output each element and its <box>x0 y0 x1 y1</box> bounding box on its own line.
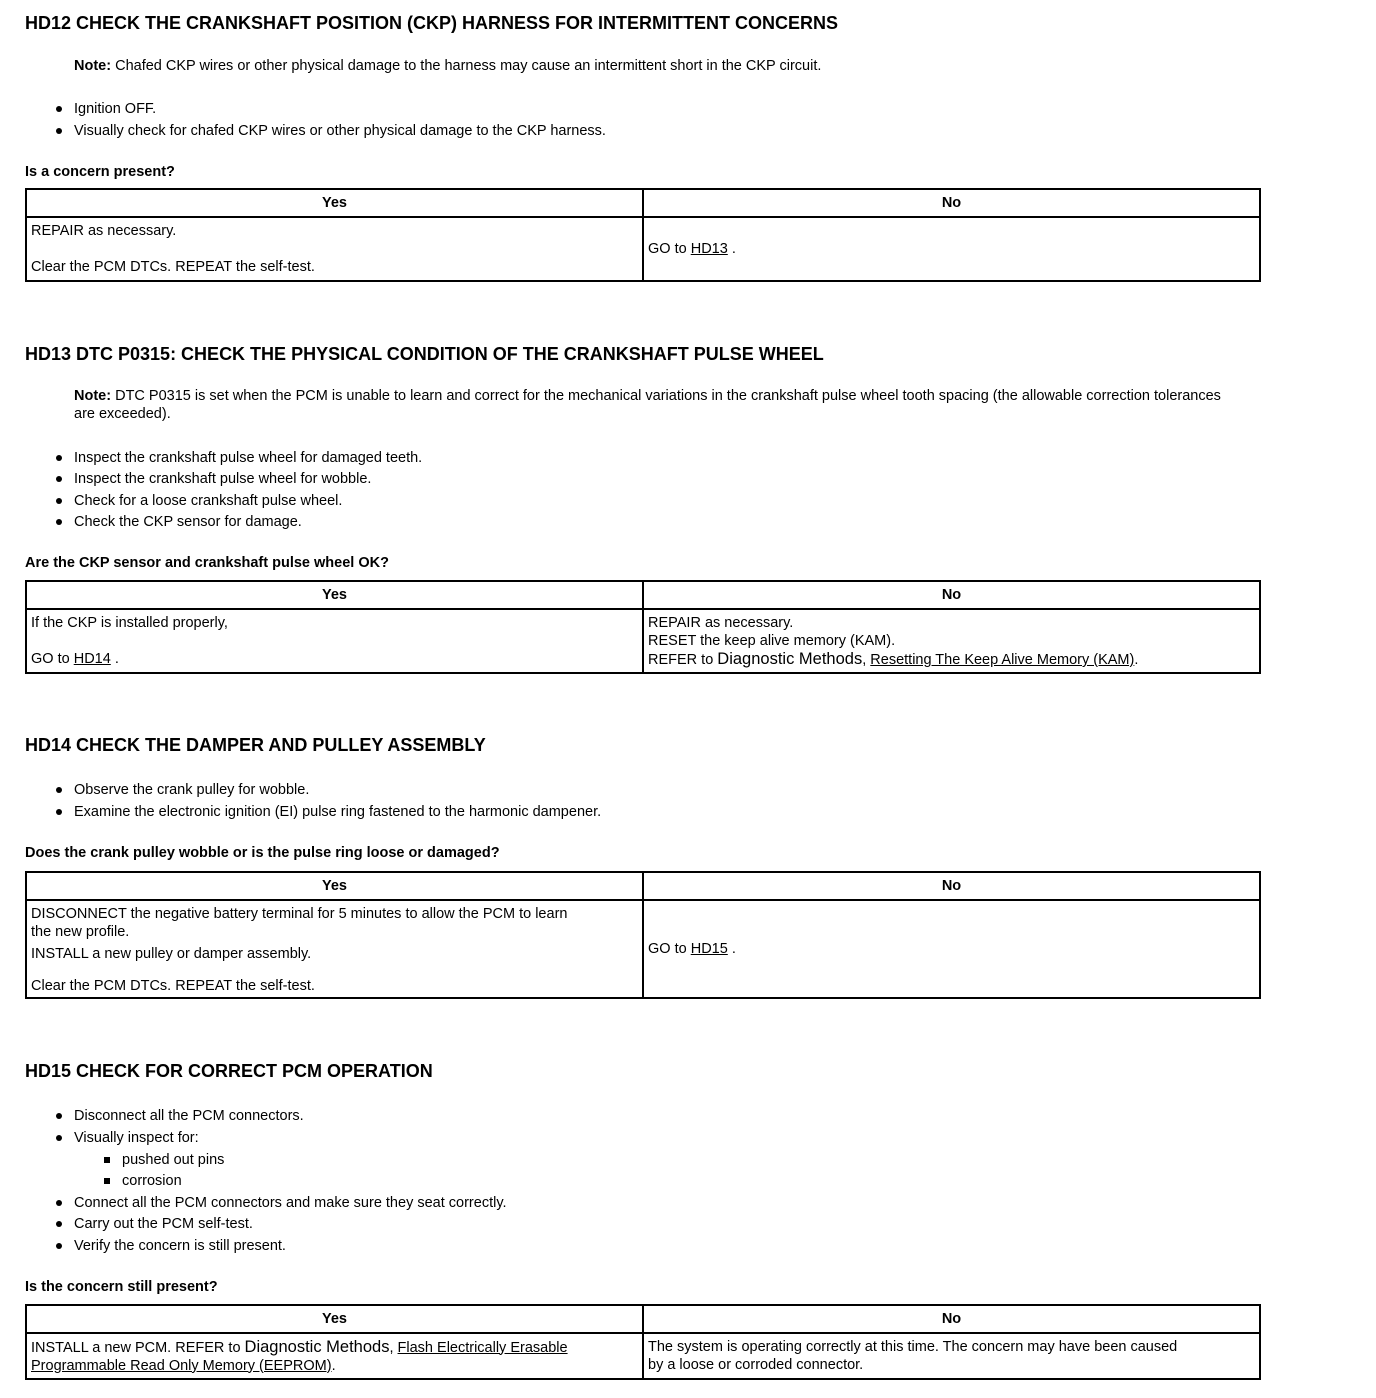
list-item: Examine the electronic ignition (EI) pulse ring fastened to the harmonic dampener. <box>74 804 602 820</box>
bullet-icon <box>56 1221 62 1227</box>
yes-header: Yes <box>26 872 643 900</box>
cell-text: by a loose or corroded connector. <box>648 1357 864 1373</box>
bullet-icon <box>56 519 62 525</box>
no-header: No <box>643 872 1260 900</box>
cell-text: If the CKP is installed properly, <box>31 615 228 631</box>
cell-text: GO to <box>648 941 691 957</box>
question: Is a concern present? <box>25 164 175 180</box>
link-hd14[interactable]: HD14 <box>73 651 111 667</box>
bullet-icon <box>56 1200 62 1206</box>
bullet-icon <box>56 1135 62 1141</box>
square-bullet-icon <box>104 1178 110 1184</box>
cell-text: . <box>727 241 736 257</box>
note <box>74 57 821 75</box>
link-hd15[interactable]: HD15 <box>690 941 728 957</box>
cell-text: RESET the keep alive memory (KAM). <box>648 633 896 649</box>
bullet-icon <box>56 106 62 112</box>
list-item: Inspect the crankshaft pulse wheel for wobble. <box>74 471 372 487</box>
result-table <box>25 188 1261 282</box>
result-table <box>25 871 1261 999</box>
question: Are the CKP sensor and crankshaft pulse wheel OK? <box>25 555 389 571</box>
list-item: Ignition OFF. <box>74 101 157 117</box>
sub-list-item: corrosion <box>122 1173 182 1189</box>
result-table <box>25 1304 1261 1380</box>
note-label: Note: <box>74 58 112 74</box>
result-table <box>25 580 1261 674</box>
question: Is the concern still present? <box>25 1279 218 1295</box>
bullet-icon <box>56 1243 62 1249</box>
cell-text: INSTALL a new PCM. REFER to <box>31 1339 245 1356</box>
link-flash-eeprom[interactable]: Programmable Read Only Memory (EEPROM) <box>31 1357 332 1374</box>
cell-text: Clear the PCM DTCs. REPEAT the self-test. <box>31 259 315 275</box>
yes-cell <box>26 1333 643 1379</box>
cell-text: Diagnostic Methods <box>244 1337 390 1356</box>
bullet-icon <box>56 787 62 793</box>
cell-text: . <box>727 941 736 957</box>
cell-text: . <box>331 1357 336 1374</box>
section-heading-hd13: HD13 DTC P0315: CHECK THE PHYSICAL CONDITION OF THE CRANKSHAFT PULSE WHEEL <box>25 344 824 364</box>
link-hd13[interactable]: HD13 <box>690 241 728 257</box>
list-item: Check for a loose crankshaft pulse wheel. <box>74 493 343 509</box>
list-item: Observe the crank pulley for wobble. <box>74 782 310 798</box>
bullet-icon <box>56 498 62 504</box>
cell-text: REPAIR as necessary. <box>31 223 177 239</box>
note-text: DTC P0315 is set when the PCM is unable to learn and correct for the mechanical variations in the crankshaft pulse wheel tooth spacing (the allowable correction tolerances <box>111 388 1221 404</box>
bullet-icon <box>56 1113 62 1119</box>
cell-text: . <box>110 651 119 667</box>
yes-header: Yes <box>26 189 643 217</box>
bullet-icon <box>56 476 62 482</box>
list-item: Verify the concern is still present. <box>74 1238 286 1254</box>
yes-cell <box>26 900 643 998</box>
no-header: No <box>643 189 1260 217</box>
cell-text: the new profile. <box>31 924 130 940</box>
cell-text: DISCONNECT the negative battery terminal for 5 minutes to allow the PCM to learn <box>31 906 568 922</box>
note <box>74 387 1221 405</box>
list-item: Carry out the PCM self-test. <box>74 1216 253 1232</box>
link-flash-eeprom[interactable]: Flash Electrically Erasable <box>397 1339 568 1356</box>
cell-text: , <box>389 1339 398 1356</box>
cell-text: GO to <box>648 241 691 257</box>
yes-header: Yes <box>26 581 643 609</box>
section-heading-hd12: HD12 CHECK THE CRANKSHAFT POSITION (CKP) HARNESS FOR INTERMITTENT CONCERNS <box>25 13 839 33</box>
square-bullet-icon <box>104 1157 110 1163</box>
no-cell <box>643 1333 1260 1379</box>
cell-text: REFER to <box>648 652 718 668</box>
cell-text: GO to <box>31 651 74 667</box>
list-item: Check the CKP sensor for damage. <box>74 514 302 530</box>
bullet-icon <box>56 128 62 134</box>
cell-text: , <box>862 652 871 668</box>
cell-text: Clear the PCM DTCs. REPEAT the self-test. <box>31 978 315 994</box>
question: Does the crank pulley wobble or is the pulse ring loose or damaged? <box>25 845 500 861</box>
note-label: Note: <box>74 388 112 404</box>
yes-cell <box>26 217 643 281</box>
list-item: Connect all the PCM connectors and make sure they seat correctly. <box>74 1195 507 1211</box>
cell-text: REPAIR as necessary. <box>648 615 794 631</box>
list-item: Disconnect all the PCM connectors. <box>74 1108 304 1124</box>
no-cell <box>643 217 1260 281</box>
note-text: Chafed CKP wires or other physical damage to the harness may cause an intermittent short in the CKP circuit. <box>111 58 822 74</box>
yes-cell <box>26 609 643 673</box>
list-item: Visually inspect for: <box>74 1130 199 1146</box>
bullet-icon <box>56 455 62 461</box>
sub-list-item: pushed out pins <box>122 1152 225 1168</box>
bullet-icon <box>56 809 62 815</box>
list-item: Visually check for chafed CKP wires or other physical damage to the CKP harness. <box>74 123 606 139</box>
link-resetting-kam[interactable]: Resetting The Keep Alive Memory (KAM) <box>870 652 1135 668</box>
no-cell <box>643 900 1260 998</box>
cell-text: INSTALL a new pulley or damper assembly. <box>31 946 312 962</box>
section-heading-hd15: HD15 CHECK FOR CORRECT PCM OPERATION <box>25 1061 433 1081</box>
list-item: Inspect the crankshaft pulse wheel for damaged teeth. <box>74 450 423 466</box>
cell-text: Diagnostic Methods <box>717 650 863 668</box>
cell-text: . <box>1134 652 1139 668</box>
no-header: No <box>643 581 1260 609</box>
no-cell <box>643 609 1260 673</box>
note-text-cont: are exceeded). <box>74 406 171 422</box>
cell-text: The system is operating correctly at this time. The concern may have been caused <box>648 1339 1178 1355</box>
no-header: No <box>643 1305 1260 1333</box>
section-heading-hd14: HD14 CHECK THE DAMPER AND PULLEY ASSEMBLY <box>25 735 486 755</box>
yes-header: Yes <box>26 1305 643 1333</box>
